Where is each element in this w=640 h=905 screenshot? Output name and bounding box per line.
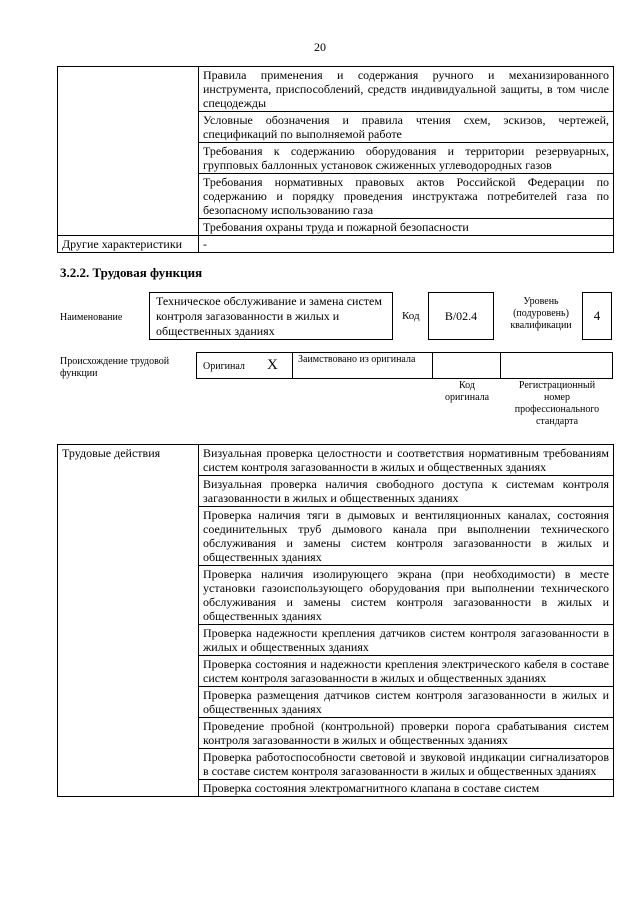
table-cell: Визуальная проверка целостности и соответствия нормативным требованиям систем контроля загазованности в жилых и общественных зданиях: [199, 445, 614, 476]
section-heading: 3.2.2. Трудовая функция: [60, 265, 203, 280]
borrowed-cell: [292, 352, 433, 379]
page-number: 20: [314, 40, 326, 54]
original-mark: X: [267, 357, 278, 373]
reg-number-caption: Регистрационный номер профессионального стандарта: [514, 380, 600, 427]
actions-label: Трудовые действия: [58, 445, 199, 797]
level-label: Уровень (подуровень) квалификации: [510, 296, 572, 331]
table-cell: Проведение пробной (контрольной) проверки порога срабатывания систем контроля загазованности в жилых и общественных зданиях: [199, 718, 614, 749]
name-value-box: [149, 292, 393, 340]
knowledge-table: [57, 66, 614, 253]
other-characteristics-value: -: [199, 236, 614, 253]
table-cell: Визуальная проверка наличия свободного доступа к системам контроля загазованности в жилых и общественных зданиях: [199, 476, 614, 507]
origin-label: Происхождение трудовой функции: [60, 356, 170, 379]
code-original-caption: Код оригинала: [444, 380, 490, 403]
table-row: [58, 67, 614, 112]
table-cell: Проверка размещения датчиков систем контроля загазованности в жилых и общественных зданиях: [199, 687, 614, 718]
table-row: [58, 236, 614, 253]
table-cell: Проверка наличия тяги в дымовых и вентиляционных каналах, состояния соединительных труб дымового канала при выполнении технического обслуживания и замены систем контроля загазованности в жилых и общественных зданиях: [199, 507, 614, 566]
code-original-cell: [432, 352, 501, 379]
table-cell: Проверка работоспособности световой и звуковой индикации сигнализаторов в составе систем контроля загазованности в жилых и общественных зданиях: [199, 749, 614, 780]
table-cell: Условные обозначения и правила чтения схем, эскизов, чертежей, спецификаций по выполняемой работе: [199, 112, 614, 143]
table-cell: Требования охраны труда и пожарной безопасности: [199, 219, 614, 236]
level-value: 4: [593, 308, 601, 323]
other-characteristics-label: Другие характеристики: [58, 236, 199, 253]
table-cell: Требования к содержанию оборудования и территории резервуарных, групповых баллонных установок сжиженных углеводородных газов: [199, 143, 614, 174]
name-label: Наименование: [60, 312, 123, 323]
table-cell: Проверка состояния и надежности крепления электрического кабеля в составе систем контроля загазованности в жилых и общественных зданиях: [199, 656, 614, 687]
code-label: Код: [402, 310, 420, 322]
code-value: B/02.4: [444, 308, 478, 323]
actions-table: [57, 444, 614, 797]
table-cell: Требования нормативных правовых актов Российской Федерации по содержанию и порядку проведения инструктажа потребителей газа по безопасному использованию газа: [199, 174, 614, 219]
name-value: Техническое обслуживание и замена систем контроля загазованности в жилых и общественных зданиях: [156, 294, 382, 338]
table-cell: Проверка наличия изолирующего экрана (при необходимости) в месте установки газоиспользующего оборудования при выполнении технического обслуживания и замены систем контроля загазованности в жилых и общественных зданиях: [199, 566, 614, 625]
table-cell: Правила применения и содержания ручного и механизированного инструмента, приспособлений, средств индивидуальной защиты, в том числе спецодежды: [199, 67, 614, 112]
table-label-cell: [58, 67, 199, 236]
borrowed-label: Заимствовано из оригинала: [298, 354, 416, 365]
table-cell: Проверка состояния электромагнитного клапана в составе систем: [199, 780, 614, 797]
original-label: Оригинал: [203, 361, 245, 372]
reg-number-cell: [500, 352, 613, 379]
table-row: [58, 445, 614, 476]
original-cell: [196, 352, 293, 379]
level-value-box: [582, 292, 612, 340]
code-value-box: [428, 292, 494, 340]
table-cell: Проверка надежности крепления датчиков систем контроля загазованности в жилых и общественных зданиях: [199, 625, 614, 656]
